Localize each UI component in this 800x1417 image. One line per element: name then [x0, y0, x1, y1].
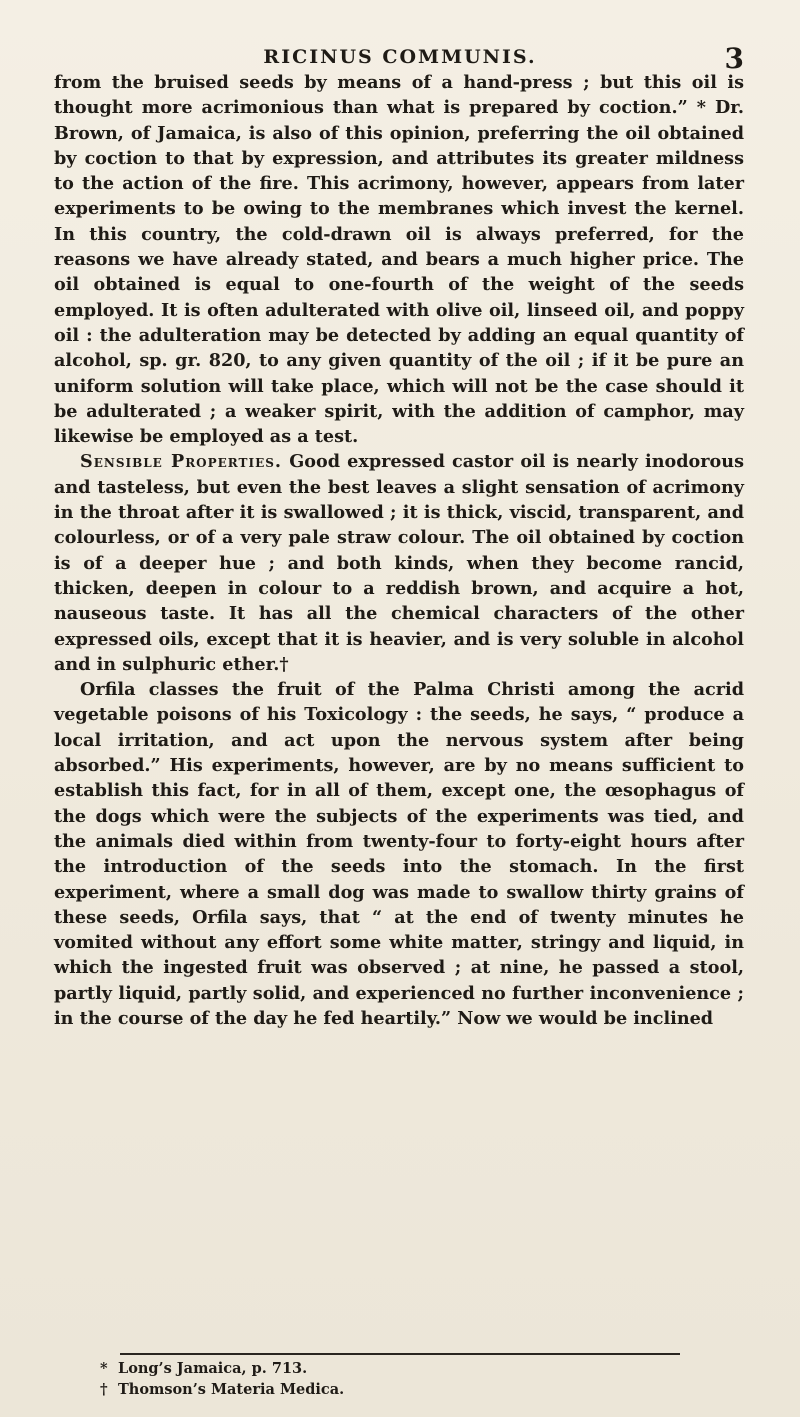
footnote-2-mark: † [100, 1381, 108, 1398]
footnote-1-text: Long’s Jamaica, p. 713. [118, 1360, 308, 1377]
running-title: RICINUS COMMUNIS. [263, 46, 537, 68]
paragraph-2-text: Good expressed castor oil is nearly inodorous and tasteless, but even the best leaves a slight sensation of acrimony in the throat after it is swallowed ; it is thick, viscid, transparent, and colourless, or of a very pale straw colour. The oil obtained by coction is of a deeper hue ; and both kinds, when they become rancid, thicken, deepen in colour to a reddish brown, and acquire a hot, nauseous taste. It has all the chemical characters of the other expressed oils, except that it is heavier, and is very soluble in alcohol and in sulphuric ether.† [54, 451, 744, 675]
paragraph-1-text: from the bruised seeds by means of a hand-press ; but this oil is thought more acrimonious than what is prepared by coction.” * Dr. Brown, of Jamaica, is also of this opinion, preferring the oil obtained by coction to that by expression, and attributes its greater mildness to the action of the fire. This acrimony, however, appears from later experiments to be owing to the membranes which invest the kernel. In this country, the cold-drawn oil is always preferred, for the reasons we have already stated, and bears a much higher price. The oil obtained is equal to one-fourth of the weight of the seeds employed. It is often adulterated with olive oil, linseed oil, and poppy oil : the adulteration may be detected by adding an equal quantity of alcohol, sp. gr. 820, to any given quantity of the oil ; if it be pure an uniform solution will take place, which will not be the case should it be adulterated ; a weaker spirit, with the addition of camphor, may likewise be employed as a test. [54, 72, 744, 448]
footnote-1-mark: * [100, 1360, 108, 1377]
footnote-rule [120, 1353, 680, 1355]
footnotes [100, 1358, 700, 1400]
footnote-2 [100, 1379, 700, 1400]
paragraph-3-text: Orfila classes the fruit of the Palma Christi among the acrid vegetable poisons of his Toxicology : the seeds, he says, “ produce a local irritation, and act upon the nervous system after being absorbed.” His experiments, however, are by no means sufficient to establish this fact, for in all of them, except one, the œsophagus of the dogs which were the subjects of the experiments was tied, and the animals died within from twenty-four to forty-eight hours after the introduction of the seeds into the stomach. In the first experiment, where a small dog was made to swallow thirty grains of these seeds, Orfila says, that “ at the end of twenty minutes he vomited without any effort some white matter, stringy and liquid, in which the ingested fruit was observed ; at nine, he passed a stool, partly liquid, partly solid, and experienced no further inconvenience ; in the course of the day he fed heartily.” Now we would be inclined [54, 679, 744, 1029]
page-number: 3 [724, 42, 744, 75]
body-text [54, 70, 744, 1031]
paragraph-2 [54, 449, 744, 677]
paragraph-1 [54, 70, 744, 449]
footnote-2-text: Thomson’s Materia Medica. [118, 1381, 345, 1398]
paragraph-3 [54, 677, 744, 1031]
footnote-1 [100, 1358, 700, 1379]
section-heading-sensible-properties: Sensible Properties. [80, 451, 283, 473]
